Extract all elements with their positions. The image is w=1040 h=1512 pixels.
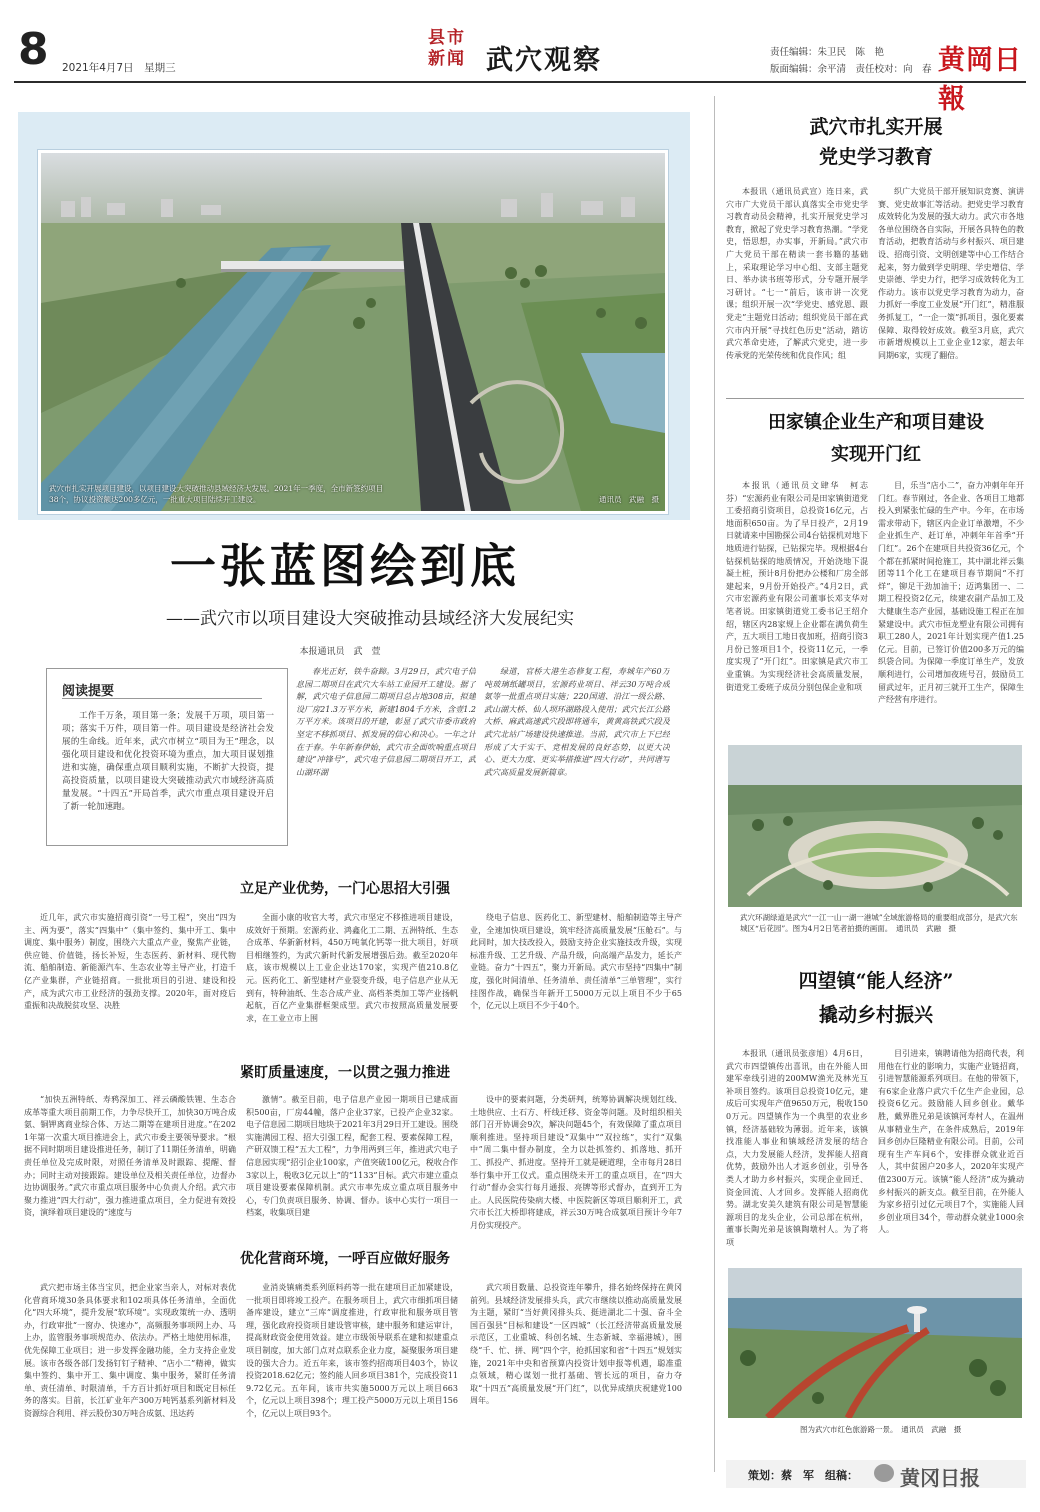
lead-headline: 一张蓝图绘到底 bbox=[170, 539, 520, 593]
section-2-col-3 bbox=[470, 1094, 682, 1234]
section-1-title: 立足产业优势，一门心思招大引强 bbox=[240, 881, 450, 897]
right-photo-greenway bbox=[728, 745, 1022, 907]
summary-paragraph: 工作千万条，项目第一条；发展千万项，项目第一项；落实千万件，项目第一件。项目建设是经济社会发展的生命线。近年来，武穴市树立“项目为王”理念，以强化项目建设和优化投资环境为重点，加大项目谋划推进和实施，确保重点项目顺利实施，不断扩大投资，提高投资质量，以项目建设大突破推动武穴市域经济高质量发展。“十四五”开局首季，武穴市重点项目建设开启了新一轮加速跑。 bbox=[62, 711, 274, 812]
right-article-2-col-1 bbox=[726, 480, 868, 742]
section-3-col-2 bbox=[246, 1282, 458, 1458]
section-2-col-3-text: 设中的要素问题，分类研判，统筹协调解决规划红线、土地供应、土石方、杆线迁移、资金等问题。及时组织相关部门召开协调会9次，解决问题45个，有效保障了重点项目顺利推进。坚持项目建设“双集中”“双拉练”，实行“双集中”周二集中督办制度，全力以赴抓签约、抓落地、抓开工、抓投产、抓进度。坚持开工就是硬道理，全市每月28日举行集中开工仪式。重点围绕未开工的重点项目，在“四大行动”督办会实行每月通报、亮牌等形式督办，直到开工为止。人民医院传染病大楼、中医院新区等项目顺利开工，武穴市长江大桥即将建成，祥云30万吨合成氨项目预计今年7月份实现投产。 bbox=[470, 1095, 682, 1230]
right-article-1-col-1 bbox=[726, 186, 868, 396]
right-article-2-col-2-text: 目，乐当“店小二”，奋力冲刺年年开门红。春节刚过，各企业、各项目工地都投入到紧张忙碌的生产中。今年，在市场需求带动下，辖区内企业订单激增，不少企业抓生产、赶订单，冲刺年年首季“开门红”。26个在建项目共投资36亿元，个个都在抓紧时间抢施工，其中湖北祥云集团等11个化工在建项目春节期间“不打烊”，铆足干劲加油干；迈鸿集团一、二期工程投资2亿元，续建农副产品加工及大健康生态产业园，基础设施工程正在加紧建设中。武穴市恒龙塑业有限公司拥有职工280人，2021年计划实现产值1.25亿元。目前，已签订价值200多万元的编织袋合同。为保障一季度订单生产，发放顺利进行，公司增加夜班号召，鼓励员工留武过年，正月初三就开工生产，保障生产经营有序进行。 bbox=[878, 481, 1024, 705]
section-2-col-1-text: “加快五洲特纸、寿鸦深加工、祥云磷酸铁锂、生态合成革等重大项目前期工作，力争尽快开工，加快30万吨合成氨、铜钾离商业综合体、万达二期等在建项目进度。”在2021年第一次重大项目推进会上，武穴市委主要领导要求。“根据不同时期项目建设推进任务，制订了11期任务清单，明确责任单位及完成时限，对照任务清单及时跟踪、提醒、督办；同时主动对接跟踪。建设单位及相关责任单位，边督办边协调服务。”武穴市重点项目服务中心负责人介绍。武穴市聚力推进“四大行动”，强力推进重点项目，全力促进有效投资，演绎着项目建设的“速度与 bbox=[24, 1095, 236, 1218]
lead-photo-credit: 通讯员 武融 摄 bbox=[599, 495, 659, 504]
lead-photo-caption-line-2: 38个，协议投资额达200多亿元，一批重大项目陆续开工建设。 bbox=[49, 495, 261, 504]
lead-photo-illustration bbox=[41, 153, 665, 511]
section-2-title: 紧盯质量速度，一以贯之强力推进 bbox=[240, 1065, 450, 1081]
section-3-col-1 bbox=[24, 1282, 236, 1458]
right-article-1-col-2 bbox=[878, 186, 1024, 396]
section-1-col-3 bbox=[470, 912, 682, 1032]
wechat-badge bbox=[870, 1458, 1020, 1490]
section-3-col-3-text: 武穴项目数量、总投资连年攀升，排名始终保持在黄冈前列。县域经济发展排头兵，武穴市继续以推动高质量发展为主题，紧盯“当好黄冈排头兵、挺进湖北二十强、奋斗全国百强县”目标和建设“一区四城”（长江经济带高质量发展示范区，工业重城、科创名城、生态新城、幸福港城），围绕“千、忙、拼、网”四个字，抢抓国家和省“十四五”规划实施，2021年中央和省预算内投资计划申报等机遇，聪准重点领域，精心谋划一批打基础、管长远的项目，奋力夺取“十四五”高质量发展“开门红”，以优异成绩庆祝建党100周年。 bbox=[470, 1283, 682, 1406]
right-article-2-col-1-text: 本报讯（通讯员文肆华 柯志芬）“宏源药业有限公司是田家镇街道党工委招商引资项目，总投资16亿元，占地面积650亩。为了早日投产，2月19日就请来中国勘探公司4台钻探机对地下地质进行钻探，已钻探完毕。现根据4台钻探机钻探的地质情况，开始浇地下混凝土桩，预计8月份把办公楼和厂房全部建起来，9月份开始投产。”4月2日，武穴市宏源药业有限公司董事长邓支华对笔者说。田家镇街道党工委书记王绍介绍，辖区内28家规上企业都在满负荷生产，五大项目工地日夜加班，招商引资3月份已签项目1个，投资11亿元，一季度实现了“开门红”。田家镇是武穴市工业重镇。为实现经济社会高质量发展，街道党工委班子成员分别包保企业和项 bbox=[726, 481, 868, 692]
section-1-col-2-text: 全面小康的收官大考，武穴市坚定不移推进项目建设，成效好于预期。宏源药业、鸿鑫化工二期、五洲特纸、生态合成革、华新新材料，450万吨氧化钙等一批大项目，好项目相继签约，为武穴新时代新发展增强后劲。截至2020年底，该市规模以上工业企业达170家，实现产值210.8亿元。医药化工、新型建材产业裂变升级，电子信息产业从无到有，特种油纸、生态合成产业、高档茶类加工等产业扬帆起航，百亿产业集群框架成型。武穴市按照高质量发展要求，在工业立市上围 bbox=[246, 913, 458, 1023]
right-rule-1 bbox=[726, 398, 1024, 399]
lead-aerial-photo bbox=[38, 150, 668, 514]
right-photo-greenway-caption: 武穴环湖绿道是武穴“一江一山一湖一港城”全域旅游格局的重要组成部分，是武穴东城区“后花园”。图为4月2日笔者拍摄的画面。 通讯员 武融 摄 bbox=[740, 913, 1018, 933]
section-2-col-1 bbox=[24, 1094, 236, 1234]
right-article-1-title-line-2: 党史学习教育 bbox=[818, 146, 933, 168]
editors-line-1: 责任编辑：朱卫民 陈 艳 bbox=[770, 47, 885, 58]
right-article-1-title-line-1: 武穴市扎实开展 bbox=[809, 116, 943, 138]
right-article-2-title-line-1: 田家镇企业生产和项目建设 bbox=[768, 412, 984, 433]
lead-byline: 本报通讯员 武 萱 bbox=[299, 647, 381, 657]
right-article-1-col-1-text: 本报讯（通讯员武宣）连日来，武穴市广大党员干部认真落实全市党史学习教育动员会精神，扎实开展党史学习教育，掀起了党史学习教育热潮。“学党史，悟思想，办实事，开新局。”武穴市广大党员干部在精读一套书籍的基础上，采取理论学习中心组、支部主题党日、举办读书班等形式，分专题开展学习研讨。“七一”前后，该市讲一次党课；组织开展一次“学党史、感党恩、跟党走”主题党日活动；组织党员干部在武穴市内开展“寻找红色历史”活动，踏访武穴革命史迹，了解武穴党史，进一步传承党的光荣传统和优良作风；组 bbox=[726, 187, 868, 360]
right-article-2-col-2 bbox=[878, 480, 1024, 742]
masthead-logo: 黄岡日報 bbox=[938, 45, 1022, 115]
footer-planner: 策划：蔡 军 组稿： bbox=[748, 1469, 858, 1482]
date-line: 2021年4月7日 星期三 bbox=[62, 62, 176, 74]
greenway-photo-illustration bbox=[728, 745, 1022, 907]
right-article-3-col-2-text: 目引进来，镇聘请他为招商代表，利用他在行业的影响力，实施产业链招商，引进智慧能源系列项目。在他的带领下，有6家企业落户武穴千亿生产企业园，总投资6亿元。鼓励能人回乡创业。戴华胜，戴界胜兄弟是该镇河寿村人，在温州从事精业生产，在条件成熟后，2019年回乡创办巨隆精业有限公司。目前，公司现有生产车间6个，安排群众就业近百人，其中贫困户20多人，2020年实现产值2300万元。该镇“能人经济”成为撬动乡村振兴的新支点。截至目前，在外能人为家乡招引过亿元项目7个，实施能人回乡创业项目34个，带动群众就业1000余人。 bbox=[878, 1049, 1024, 1235]
section-3-col-2-text: 业消炎镇痛类系列原料药等一批在建项目正加紧建设，一批项目即将竣工投产。在服务项目上，武穴市细抓项目储备库建设，建立“三库”调度推进，行政审批和服务项目管理，强化政府投资项目建设管审核，建中服务和建运审计，提高财政资金使用效益。建立市级领导联系在建和拟建重点项目制度，加大部门点对点联系企业力度，凝聚服务项目建设的强大合力。近五年来，该市签约招商项目403个，协议投资2018.62亿元；签约能人回乡项目381个，完成投资119.72亿元。五年间，该市共实施5000万元以上项目663个，亿元以上项目398个；理工投产5000万元以上项目156个，亿元以上项目93个。 bbox=[246, 1283, 458, 1418]
right-article-3-title-line-2: 撬动乡村振兴 bbox=[818, 1004, 933, 1026]
section-1-col-3-text: 绕电子信息、医药化工、新型建材、船舶制造等主导产业，全速加快项目建设，筑牢经济高质量发展“压舱石”。与此同时，加大技改投入，鼓励支持企业实施技改升级，实现标准升级、工艺升级、产品升级，向高端产品发力，延长产业链。奋力“十四五”，聚力开新局。武穴市坚持“四集中”制度，强化时间清单、任务清单、责任清单“三单管理”，实行挂图作战，确保当年新开工5000万元以上项目不少于65个，亿元以上项目不少于40个。 bbox=[470, 913, 682, 1011]
header-rule bbox=[14, 81, 1026, 83]
intro-col-2-text: 绿道，官桥大港生态修复工程，寿城年产60万吨玻璃纸罐项目，宏源药业项目、祥云30万吨合成氨等一批重点项目实施；220国道、沿江一级公路、武山湖大桥、仙人坝环湖路段入使用；武穴长江公路大桥、麻武高速武穴段即将通车，黄黄高铁武穴段及武穴北站广场建设快速推进。当前，武穴市上下已经形成了大干实干、竞相发展的良好态势，以更大决心、更大力度、更实举措推进“四大行动”，共同谱写武穴高质量发展新篇章。 bbox=[484, 667, 670, 777]
section-2-col-2-text: 激情”。截至目前，电子信息产业园一期项目已建成面积500亩，厂房44幢，落户企业37家，已投产企业32家。电子信息园二期项目地块于2021年3月29日开工建设。围绕实施满园工程、招大引强工程，配套工程、要素保障工程，产研双馈工程“五大工程”，力争用两到三年，推进武穴电子信息园实现“招引企业100家，产值突破100亿元，税收合作3家以上，税收3亿元以上”的“1133”目标。武穴市建立重点项目建设要素保障机制。武穴市率先成立重点项目服务中心，专门负责项目服务、协调、督办。该中心实行一项目一档案，收集项目建 bbox=[246, 1095, 458, 1218]
right-article-2-title-line-2: 实现开门红 bbox=[831, 444, 921, 465]
intro-col-1-text: 春光正好，铁牛奋蹄。3月29日，武穴电子信息园二期项目在武穴大车站工业园开工建设。据了解，武穴电子信息园二期项目总占地308亩，拟建设厂房21.3万平方米，新建1804千方米，含壹1.2万平方米。该项目的开建，彰显了武穴市委市政府坚定不移抓项目、抓发展的信心和决心。一年之计在于春。牛年新春伊始，武穴市全面吹响重点项目建设“冲锋号”，武穴电子信息园二期项目开工，武山湖环湖 bbox=[296, 667, 476, 777]
section-1-col-1-text: 近几年，武穴市实施招商引资“一号工程”，突出“四为主、两为要”，落实“四集中”（集中签约、集中开工、集中调度、集中服务）制度，围绕六大重点产业，聚焦产业链，供应链、价值链，扬长补短，生态医药、新材料、现代物流、船舶制造、新能源汽车、生态农业等主导产业，打造千亿产业集群，产业链招商。一批批项目的引进、建设和投产，成为武穴市工业经济的强劲支撑。2020年，面对疫后重振和决战脱贫攻坚、决胜 bbox=[24, 913, 236, 1011]
section-3-title: 优化营商环境，一呼百应做好服务 bbox=[240, 1251, 450, 1267]
column-logo-text: 县市新闻 bbox=[428, 28, 466, 69]
right-article-3-col-1-text: 本报讯（通讯员张彦旭）4月6日，武穴市四望镇传出喜讯，由在外能人田建军牵线引进的200MW渔光及林光互补项目签约。该项目总投资10亿元，建成后可实现年产值9650万元，税收1500万元。四望镇作为一个典型的农业乡镇，经济基础较为薄弱。近年来，该镇找准能人事业和镇域经济发展的结合点，大力发展能人经济，发挥能人招商优势，鼓励外出人才返乡创业，引导各类人才助力乡村振兴，实现企业回迁、资金回流、人才回乡。发挥能人招商优势。湖北安美久建筑有限公司是智慧能源项目的龙头企业，公司总部在杭州，董事长陶光弟是该镇陶墩村人。为了将项 bbox=[726, 1049, 868, 1247]
summary-text bbox=[62, 710, 274, 836]
intro-col-2 bbox=[484, 666, 670, 866]
lead-subheadline: ——武穴市以项目建设大突破推动县域经济大发展纪实 bbox=[166, 609, 574, 629]
column-logo bbox=[428, 28, 476, 74]
column-divider bbox=[714, 96, 715, 1472]
intro-col-1 bbox=[296, 666, 476, 866]
section-1-col-2 bbox=[246, 912, 458, 1032]
right-photo-red-road bbox=[728, 1268, 1022, 1418]
page-number: 8 bbox=[18, 24, 49, 75]
section-3-col-1-text: 武穴把市场主体当宝贝，把企业家当亲人，对标对表优化营商环境30条具体要求和102项具体任务清单，全面优化“四大环境”，提升发展“软环境”。实现政策统一办、透明办，行政审批“一窗办、快速办”，高频服务事项网上办、马上办，监管服务事项规范办、依法办。严格土地使用标准，优先保障工业项目；进一步发挥金融功能，全力支持企业发展。该市各级各部门发扬钉钉子精神、“店小二”精神，做实集中签约、集中开工、集中调度、集中服务，紧盯任务清单、责任清单、时限清单，千方百计抓好项目和既定目标任务的落实。目前，长江矿业年产300万吨钙基系列新材料及资源综合利用、祥云股份30万吨合成氨、迅达药 bbox=[24, 1283, 236, 1418]
lead-photo-caption-line-1: 武穴市扎实开展项目建设，以项目建设大突破推动县域经济大发展。2021年一季度，全市新签约项目 bbox=[49, 484, 384, 493]
right-article-3-col-1 bbox=[726, 1048, 868, 1258]
wechat-brand: 黄冈日报 bbox=[900, 1466, 980, 1490]
wechat-icon bbox=[874, 1464, 894, 1482]
right-article-1-col-2-text: 织广大党员干部开展知识竞赛、演讲赛、党史故事汇等活动。把党史学习教育成效转化为发展的强大动力。武穴市各地各单位围绕各自实际，开展各具特色的教育活动，把教育活动与乡村振兴、项目建设、招商引资、文明创建等中心工作结合起来，努力做到学史明理、学史增信、学史崇德、学史力行，把学习成效转化为工作动力。该市以党史学习教育为动力，奋力抓好一季度工业发展“开门红”，精准服务抓复工，“一企一策”抓项目，强化要素保障、取得较好成效。截至3月底，武穴市新增规模以上工业企业12家，超去年同期6家，实现了翻倍。 bbox=[878, 187, 1024, 360]
summary-title-rule bbox=[62, 698, 262, 699]
right-article-3-col-2 bbox=[878, 1048, 1024, 1258]
right-article-3-title-line-1: 四望镇“能人经济” bbox=[798, 970, 954, 992]
red-road-photo-illustration bbox=[728, 1268, 1022, 1418]
section-2-col-2 bbox=[246, 1094, 458, 1234]
summary-title: 阅读提要 bbox=[62, 684, 115, 699]
section-3-col-3 bbox=[470, 1282, 682, 1458]
editors-line-2: 版面编辑：余平清 责任校对：向 春 bbox=[770, 64, 932, 75]
lead-photo-caption bbox=[49, 483, 659, 505]
right-photo-red-road-caption: 图为武穴市红色旅游路一景。 通讯员 武融 摄 bbox=[800, 1425, 962, 1434]
section-1-col-1 bbox=[24, 912, 236, 1032]
section-title: 武穴观察 bbox=[486, 45, 602, 76]
